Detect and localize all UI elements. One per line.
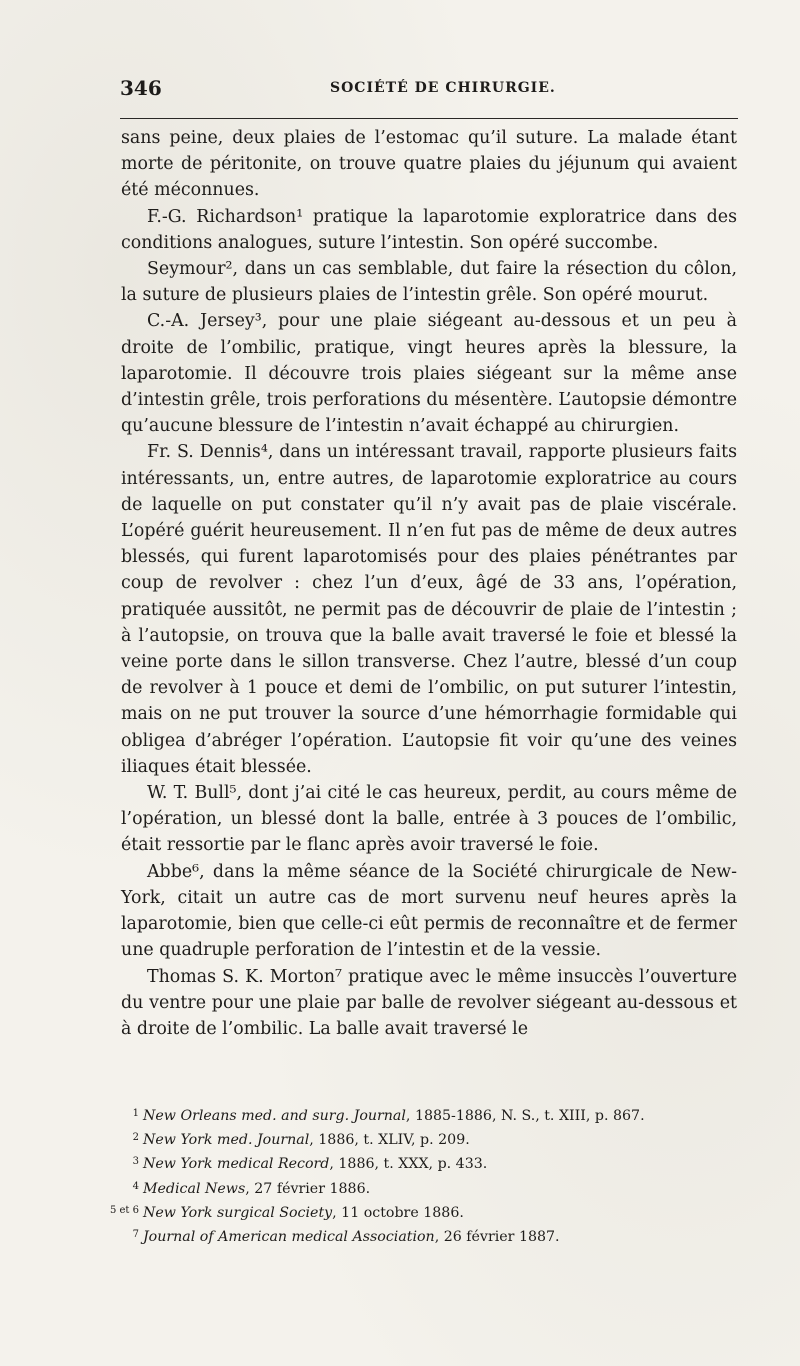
paragraph: C.-A. Jersey³, pour une plaie siégeant au-dessous et un peu à droite de l’ombilic, pratique, vingt heures après la blessure, la laparotomie. Il découvre trois plaies siégeant sur la même anse d’intestin grêle, trois perforations du mésentère. L’autopsie démontre qu’aucune blessure de l’intestin n’avait échappé au chirurgien. — [121, 311, 737, 437]
footnote-title: Journal of American medical Association — [143, 1229, 435, 1246]
footnote-mark: 7 — [132, 1229, 139, 1241]
footnote — [109, 1200, 737, 1224]
footnote-title: New York med. Journal — [143, 1132, 310, 1149]
footnote-title: New York surgical Society — [143, 1204, 333, 1221]
page-header — [120, 76, 738, 100]
footnote — [121, 1127, 737, 1151]
footnote — [121, 1103, 737, 1127]
body-text — [121, 125, 737, 1042]
paragraph: Abbe⁶, dans la même séance de la Société chirurgicale de New-York, citait un autre cas de mort survenu neuf heures après la laparotomie, bien que celle-ci eût permis de reconnaître et de fermer une quadruple perforation de l’intestin et de la vessie. — [121, 861, 737, 961]
paragraph: Thomas S. K. Morton⁷ pratique avec le même insuccès l’ouverture du ventre pour une plaie par balle de revolver siégeant au-dessous et à droite de l’ombilic. La balle avait traversé le — [121, 966, 737, 1039]
footnotes — [109, 1103, 737, 1248]
paragraph: sans peine, deux plaies de l’estomac qu’il suture. La malade étant morte de péritonite, on trouve quatre plaies du jéjunum qui avaient été méconnues. — [121, 128, 737, 201]
footnote-mark: 5 et 6 — [109, 1204, 139, 1216]
paragraph: Seymour², dans un cas semblable, dut faire la résection du côlon, la suture de plusieurs plaies de l’intestin grêle. Son opéré mourut. — [121, 259, 737, 306]
footnote-mark: 3 — [132, 1156, 139, 1168]
footnote-details: , 1886, t. XXX, p. 433. — [329, 1156, 488, 1173]
page-number: 346 — [120, 76, 162, 100]
paragraph: W. T. Bull⁵, dont j’ai cité le cas heureux, perdit, au cours même de l’opération, un blessé dont la balle, entrée à 3 pouces de l’ombilic, était ressortie par le flanc après avoir traversé le foie. — [121, 783, 737, 856]
footnote-title: New York medical Record — [143, 1156, 330, 1173]
footnote-details: , 26 février 1887. — [434, 1229, 560, 1246]
footnote-details: , 1885-1886, N. S., t. XIII, p. 867. — [405, 1108, 645, 1124]
footnote — [121, 1151, 737, 1175]
footnote — [121, 1224, 737, 1248]
footnote-details: , 1886, t. XLIV, p. 209. — [309, 1132, 470, 1149]
running-title: SOCIÉTÉ DE CHIRURGIE. — [330, 80, 556, 96]
paragraph: F.-G. Richardson¹ pratique la laparotomie exploratrice dans des conditions analogues, suture l’intestin. Son opéré succombe. — [121, 206, 737, 253]
footnote-details: , 27 février 1886. — [245, 1180, 371, 1197]
footnote-title: New Orleans med. and surg. Journal — [143, 1108, 406, 1124]
footnote-title: Medical News — [143, 1180, 246, 1197]
footnote-details: , 11 octobre 1886. — [332, 1204, 464, 1221]
footnote-mark: 1 — [132, 1108, 139, 1119]
footnote-mark: 4 — [132, 1180, 139, 1192]
header-rule — [120, 118, 738, 119]
footnote — [121, 1176, 737, 1200]
paragraph: Fr. S. Dennis⁴, dans un intéressant travail, rapporte plusieurs faits intéressants, un, entre autres, de laparotomie exploratrice au cours de laquelle on put constater qu’il n’y avait pas de plaie viscérale. L’opéré guérit heureusement. Il n’en fut pas de même de deux autres blessés, qui furent laparotomisés pour des plaies pénétrantes par coup de revolver : chez l’un d’eux, âgé de 33 ans, l’opération, pratiquée aussitôt, ne permit pas de découvrir de plaie de l’intestin ; à l’autopsie, on trouva que la balle avait traversé le foie et blessé la veine porte dans le sillon transverse. Chez l’autre, blessé d’un coup de revolver à 1 pouce et demi de l’ombilic, on put suturer l’intestin, mais on ne put trouver la source d’une hémorrhagie formidable qui obligea d’abréger l’opération. L’autopsie fit voir qu’une des veines iliaques était blessée. — [121, 442, 737, 777]
footnote-mark: 2 — [132, 1132, 139, 1144]
